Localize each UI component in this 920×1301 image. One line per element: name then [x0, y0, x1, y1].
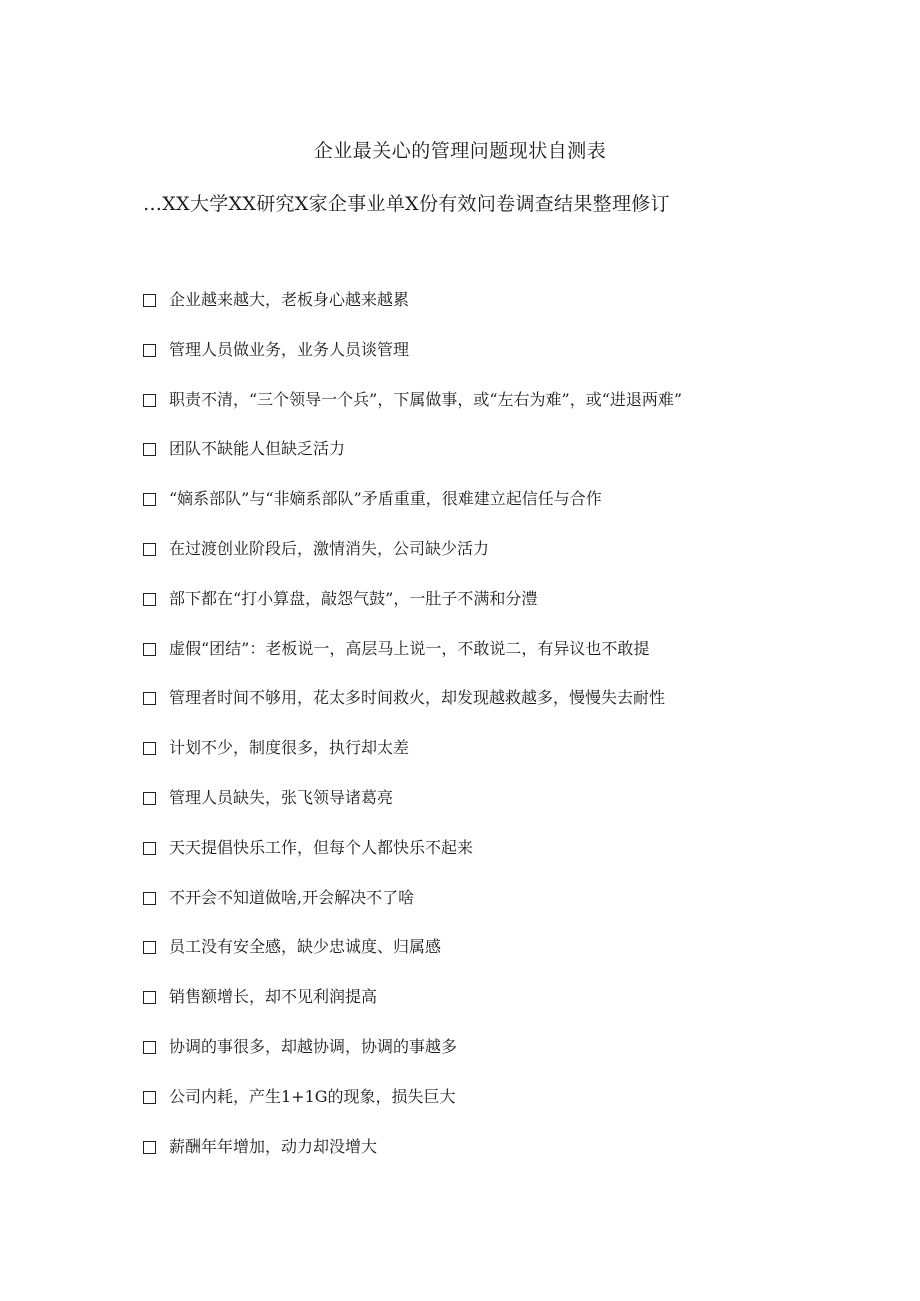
checklist-item	[143, 887, 682, 937]
checklist-item	[143, 737, 682, 787]
checkbox-icon[interactable]	[143, 991, 156, 1004]
checkbox-icon[interactable]	[143, 543, 156, 556]
checkbox-icon[interactable]	[143, 692, 156, 705]
checklist-item-text: 企业越来越大，老板身心越来越累	[169, 290, 410, 309]
checklist-item	[143, 1086, 682, 1136]
checkbox-icon[interactable]	[143, 892, 156, 905]
document-title: 企业最关心的管理问题现状自测表	[313, 140, 607, 162]
checkbox-icon[interactable]	[143, 394, 156, 407]
checklist-item-text: “嫡系部队”与“非嫡系部队”矛盾重重，很难建立起信任与合作	[169, 489, 602, 509]
checkbox-icon[interactable]	[143, 593, 156, 606]
checklist-item-text: 虚假“团结”：老板说一，高层马上说一，不敢说二，有异议也不敢提	[169, 638, 650, 658]
checkbox-icon[interactable]	[143, 344, 156, 357]
checkbox-icon[interactable]	[143, 1141, 156, 1154]
checklist-item	[143, 1136, 682, 1186]
checklist-item	[143, 986, 682, 1036]
checklist-item-text: 员工没有安全感，缺少忠诚度、归属感	[169, 937, 442, 957]
checklist-item-text: 职责不清，“三个领导一个兵”，下属做事，或“左右为难”，或“进退两难”	[169, 389, 683, 409]
checkbox-icon[interactable]	[143, 493, 156, 506]
checklist-item	[143, 1036, 682, 1086]
checkbox-icon[interactable]	[143, 1041, 156, 1054]
checklist-item-text: 在过渡创业阶段后，激情消失，公司缺少活力	[169, 538, 490, 558]
checklist	[143, 289, 682, 1185]
checkbox-icon[interactable]	[143, 842, 156, 855]
checkbox-icon[interactable]	[143, 1091, 156, 1104]
checklist-item	[143, 687, 682, 737]
checklist-item-text: 不开会不知道做啥,开会解决不了啥	[169, 887, 415, 907]
checklist-item-text: 协调的事很多，却越协调，协调的事越多	[169, 1036, 458, 1056]
checkbox-icon[interactable]	[143, 643, 156, 656]
checklist-item-text: 管理者时间不够用，花太多时间救火，却发现越救越多，慢慢失去耐性	[169, 688, 666, 708]
checklist-item	[143, 837, 682, 887]
checklist-item-text: 管理人员做业务，业务人员谈管理	[169, 339, 410, 359]
checkbox-icon[interactable]	[143, 792, 156, 805]
checklist-item-text: 团队不缺能人但缺乏活力	[169, 439, 346, 459]
checklist-item	[143, 438, 682, 488]
checklist-item	[143, 488, 682, 538]
checkbox-icon[interactable]	[143, 941, 156, 954]
checklist-item-text: 部下都在“打小算盘，敲怨气鼓”，一肚子不满和分澧	[169, 588, 538, 608]
checklist-item	[143, 638, 682, 688]
checklist-item	[143, 787, 682, 837]
checklist-item-text: 销售额增长，却不见利润提高	[169, 987, 378, 1007]
checklist-item-text: 天天提倡快乐工作，但每个人都快乐不起来	[169, 837, 474, 857]
checklist-item-text: 薪酬年年增加，动力却没增大	[169, 1136, 378, 1156]
checklist-item	[143, 588, 682, 638]
checklist-item-text: 计划不少，制度很多，执行却太差	[169, 738, 410, 758]
document-subtitle: …XX大学XX研究X家企事业单X份有效问卷调查结果整理修订	[143, 193, 670, 215]
checklist-item	[143, 289, 682, 339]
checklist-item	[143, 339, 682, 389]
checklist-item	[143, 538, 682, 588]
checkbox-icon[interactable]	[143, 443, 156, 456]
checklist-item	[143, 389, 682, 439]
checklist-item	[143, 936, 682, 986]
checkbox-icon[interactable]	[143, 742, 156, 755]
checklist-item-text: 公司内耗，产生1+1G的现象，损失巨大	[169, 1086, 456, 1106]
checkbox-icon[interactable]	[143, 294, 156, 307]
checklist-item-text: 管理人员缺失，张飞领导诸葛亮	[169, 787, 394, 807]
